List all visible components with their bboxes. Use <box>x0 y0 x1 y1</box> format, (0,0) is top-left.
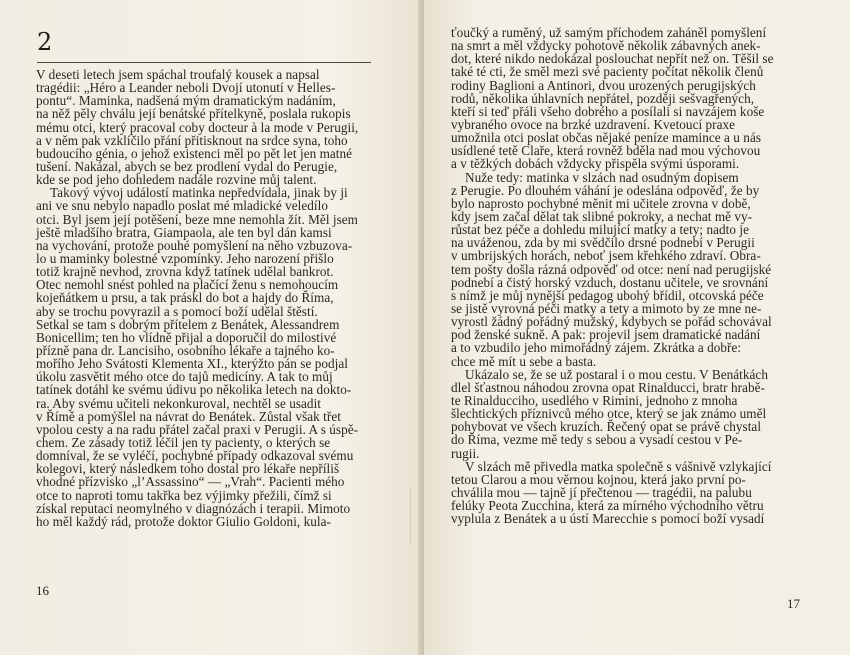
text-line: V deseti letech jsem spáchal troufalý kousek a napsal <box>36 67 320 82</box>
text-line: do Říma, vezme mě tedy s sebou a vysadí cestou v Pe- <box>451 432 743 448</box>
text-line: tatínek dotáhl ke svému údivu po několika letech na dokto- <box>36 382 352 398</box>
text-line: kojeňátkem u prsu, a tak práskl do bot a hajdy do Říma, <box>36 290 334 306</box>
text-line: Bonicellim; ten ho vlídně přijal a doporučil do milostivé <box>36 329 337 345</box>
page-number-right: 17 <box>787 596 800 611</box>
text-line: vybraného ovoce na brzké uzdravení. Kvetoucí praxe <box>451 116 736 132</box>
text-line: tragédii: „Héro a Leander neboli Dvojí utonutí v Helles- <box>36 80 336 96</box>
text-line: chem. Ze zásady totiž léčil jen ty pacienty, o kterých se <box>36 434 331 450</box>
text-line: Takový vývoj událostí matinka nepředvídala, jinak by ji <box>50 185 348 201</box>
text-line: kolegovi, který následkem toho dostal pro lékaře nepříliš <box>36 461 340 477</box>
text-line: získal reputaci neomylného v diagnózách i terapii. Mimoto <box>36 500 351 516</box>
text-line: te Rinalducciho, usedlého v Rimini, jednoho z mnoha <box>451 392 738 408</box>
text-line: vyplula z Benátek a u ústí Marecchie s pomocí boží vysadí <box>451 511 765 527</box>
text-line: a v něm pak vzklíčilo přání přitisknout na srdce syna, toho <box>36 132 348 148</box>
text-line: otce to naproti tomu takřka bez výjimky přežili, čímž si <box>36 487 332 503</box>
text-line: bylo naprosto pochybné měnit mi učitele zrovna v době, <box>451 195 751 211</box>
text-line: V slzách mě přivedla matka společně s vášnivě vzlykající <box>465 458 772 474</box>
text-line: domníval, že se vyléčí, pochybné případy odkazoval svému <box>36 448 354 464</box>
text-line: felúky Peota Zucchina, která za mírného východního větru <box>451 498 764 514</box>
text-line: pod ženské sukně. A pak: projevil jsem dramatické nadání <box>451 327 761 343</box>
left-page <box>0 0 422 655</box>
text-line: Nuže tedy: matinka v slzách nad osudným dopisem <box>465 169 739 185</box>
text-line: ťoučký a ruměný, už samým příchodem zaháněl pomyšlení <box>451 25 767 40</box>
text-line: úkolu zasvětit mého otce do tajů medicíny. A tak to můj <box>36 369 333 385</box>
text-line: lo u maminky bolestné vzpomínky. Jeho narození přišlo <box>36 250 334 266</box>
text-line: s nímž je můj nynější pedagog ubohý břídil, otcovská péče <box>451 287 764 303</box>
text-line: pohybovat ve všech kruzích. Řečený opat se právě chystal <box>451 419 762 435</box>
text-line: usídlené tetě Claře, která rovněž bděla nad mou výchovou <box>451 143 761 159</box>
text-line: v umbrijských horách, neboť jsem křehkého zdraví. Obra- <box>451 248 761 264</box>
right-page-text <box>451 26 791 525</box>
text-line: ho měl každý rád, protože doktor Giulio Goldoni, kula- <box>36 513 331 529</box>
text-line: pontu“. Maminka, nadšená mým dramatickým nadáním, <box>36 93 336 109</box>
text-line: Setkal se tam s dobrým přítelem z Benátek, Alessandrem <box>36 316 340 332</box>
text-line: kteří si teď přáli všeho dobrého a posílali si navzájem koše <box>451 103 765 119</box>
text-line: a to vzbudilo jeho mimořádný zájem. Zkrátka a dobře: <box>451 340 742 356</box>
text-line: rodiny Baglioni a Antinori, dvou urozených perugijských <box>451 77 756 93</box>
text-line: otci. Byl jsem její potěšení, beze mne nemohla žít. Měl jsem <box>36 211 358 227</box>
text-line: na něž pěly chválu její benátské přítelkyně, poslala rukopis <box>36 106 351 122</box>
text-line: šlechtických příznivců mého otce, který se jak známo uměl <box>451 406 767 422</box>
text-line: ještě mladšího bratra, Giampaola, ale ten byl dán kamsi <box>36 224 332 240</box>
page-number-left: 16 <box>36 583 49 598</box>
text-line: Ukázalo se, že se už postaral i o mou cestu. V Benátkách <box>465 366 768 382</box>
text-line: Otec nemohl snést pohled na plačící ženu s nemohoucím <box>36 277 339 293</box>
text-line: ani ve snu nebylo napadlo poslat mé mladické veledílo <box>36 198 328 214</box>
text-line: na vychování, protože pouhé pomyšlení na něho vzbuzova- <box>36 237 353 253</box>
text-line: růstat bez péče a dohledu milující matky a tety; nadto je <box>451 222 750 238</box>
text-line: dot, které nikdo nedokázal poslouchat nepřít než on. Těšil se <box>451 51 774 67</box>
text-line: na uváženou, zda by mi svědčilo drsné podnebí v Perugii <box>451 235 755 251</box>
chapter-number: 2 <box>37 28 53 56</box>
text-line: rodů, několika úhlavních nepřátel, později sešvagřených, <box>451 90 755 106</box>
text-line: mému otci, který pracoval coby docteur à la mode v Perugii, <box>36 119 359 135</box>
left-page-text <box>36 68 376 528</box>
text-line: na smrt a měl vždycky pohotově několik zábavných anek- <box>451 38 761 54</box>
text-line: umožnila otci poslat občas nějaké peníze mamince a u nás <box>451 130 762 146</box>
text-line: ra. Aby svému učiteli nekonkuroval, nechtěl se usadit <box>36 395 322 411</box>
chapter-divider <box>37 62 371 63</box>
text-line: vyrostl žádný pořádný mužský, kdybych se pořád schovával <box>451 314 772 330</box>
text-line: budoucího génia, o jehož existenci měl po pět let jen matné <box>36 145 353 161</box>
text-line: se jistě vyrovná péči matky a tety a mimoto by ze mne ne- <box>451 300 762 316</box>
text-line: totiž krajně nevhod, zrovna když tatínek udělal bankrot. <box>36 264 334 280</box>
text-line: kdy jsem začal dělat tak slibné pokroky, a nechat mě vy- <box>451 208 753 224</box>
text-line: tetou Clarou a mou věrnou kojnou, která jako první po- <box>451 471 746 487</box>
text-line: také té cti, že směl mezi své pacienty počítat několik členů <box>451 64 764 80</box>
text-line: chce mě mít u sebe a basta. <box>451 353 597 369</box>
text-line: vpolou cesty a na radu přátel začal praxi v Perugii. A s úspě- <box>36 421 359 437</box>
text-line: rugii. <box>451 445 480 461</box>
binding-thread <box>410 486 419 544</box>
text-line: dlel šťastnou náhodou zrovna opat Rinalducci, bratr hrabě- <box>451 379 765 395</box>
text-line: vhodné přízvisko „l’Assassino“ — „Vrah“. Pacienti mého <box>36 474 345 490</box>
text-line: mořího Jeho Svátosti Klementa XI., kterýžto pán se podjal <box>36 356 348 372</box>
text-line: kde se pod jeho dohledem nadále rozvine můj talent. <box>36 172 317 188</box>
text-line: v Římě a pomýšlel na návrat do Benátek. Zůstal však třet <box>36 408 341 424</box>
text-line: chválila mou — tajně jí přečtenou — tragédii, na palubu <box>451 484 752 500</box>
text-line: přízně pana dr. Lancisiho, osobního lékaře a tajného ko- <box>36 342 335 358</box>
text-line: z Perugie. Po dlouhém váhání je odeslána odpověď, že by <box>451 182 760 198</box>
text-line: podnebí a čistý horský vzduch, dostanu učitele, ve srovnání <box>451 274 769 290</box>
text-line: a v těžkých dobách vždycky přispěla svými úsporami. <box>451 156 740 172</box>
text-line: tušení. Nakázal, abych se bez prodlení vydal do Perugie, <box>36 158 338 174</box>
text-line: tem pošty došla rázná odpověď od otce: není nad perugijské <box>451 261 772 277</box>
text-line: aby se trochu povyrazil a s pomocí boží udělal štěstí. <box>36 303 318 319</box>
